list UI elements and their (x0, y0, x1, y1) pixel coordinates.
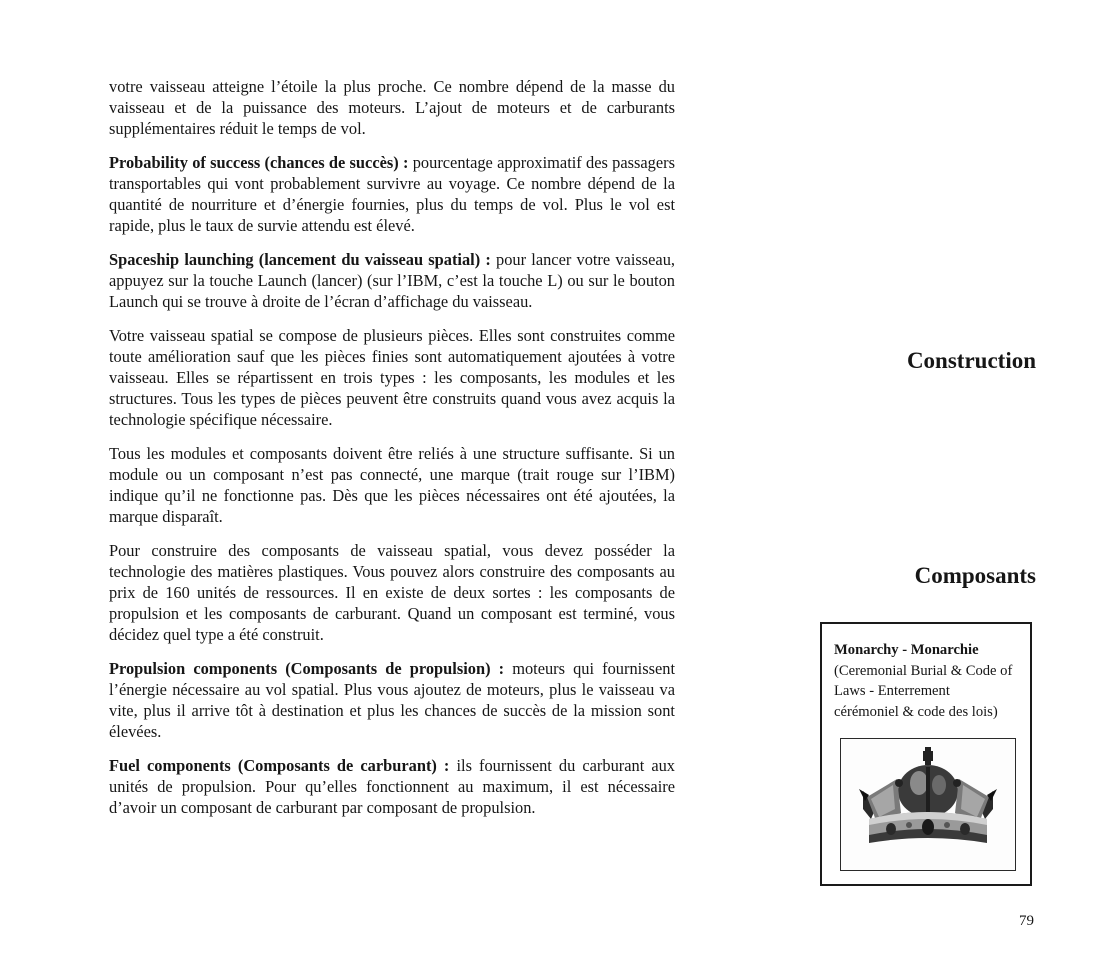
sidebar-box-monarchy (820, 622, 1032, 886)
sidebar-description: (Ceremonial Burial & Code of Laws - Enterrement cérémoniel & code des lois) (834, 662, 1013, 720)
crown-icon (841, 739, 1015, 870)
page-number: 79 (1019, 913, 1034, 929)
heading-composants: Composants (914, 563, 1036, 588)
paragraph-construction: Votre vaisseau spatial se compose de plusieurs pièces. Elles sont construites comme toute amélioration sauf que les pièces finies sont automatiquement ajoutées à votre vaisseau. Elles se répartissent en trois types : les composants, les modules et les structures. Tous les types de pièces peuvent être construits quand vous avez acquis la technologie spécifique nécessaire. (109, 326, 675, 429)
paragraph-composants: Pour construire des composants de vaisseau spatial, vous devez posséder la technologie des matières plastiques. Vous pouvez alors construire des composants au prix de 160 unités de ressources. Il en existe de deux sortes : les composants de propulsion et les composants de carburant. Quand un composant est terminé, vous décidez quel type a été construit. (109, 541, 675, 644)
term-fuel: Fuel components (Composants de carburant) : (109, 756, 450, 775)
term-propulsion: Propulsion components (Composants de propulsion) : (109, 659, 505, 678)
paragraph-modules: Tous les modules et composants doivent être reliés à une structure suffisante. Si un module ou un composant n’est pas connecté, une marque (trait rouge sur l’IBM) indique qu’il ne fonctionne pas. Dès que les pièces nécessaires ont été ajoutées, la marque disparaît. (109, 444, 675, 526)
paragraph-propulsion: Propulsion components (Composants de propulsion) : moteurs qui fournissent l’énergie nécessaire au vol spatial. Plus vous ajoutez de moteurs, plus le vaisseau va vite, plus il arrive tôt à destination et plus les chances de succès de la mission sont élevées. (109, 659, 675, 741)
main-text-column (109, 76, 675, 831)
term-launching: Spaceship launching (lancement du vaisseau spatial) : (109, 250, 491, 269)
heading-construction: Construction (906, 348, 1036, 373)
sidebar-title: Monarchy - Monarchie (834, 642, 979, 658)
term-probability: Probability of success (chances de succès) : (109, 153, 409, 172)
paragraph-launching: Spaceship launching (lancement du vaisseau spatial) : pour lancer votre vaisseau, appuyez sur la touche Launch (lancer) (sur l’IBM, c’est la touche L) ou sur le bouton Launch qui se trouve à droite de l’écran d’affichage du vaisseau. (109, 250, 675, 311)
paragraph-probability: Probability of success (chances de succès) : pourcentage approximatif des passagers transportables qui vont probablement survivre au voyage. Ce nombre dépend de la quantité de nourriture et d’énergie fournies, plus du temps de vol. Plus le vol est rapide, plus le taux de survie attendu est élevé. (109, 153, 675, 235)
crown-picture-frame (840, 738, 1016, 871)
paragraph-1: votre vaisseau atteigne l’étoile la plus proche. Ce nombre dépend de la masse du vaisseau et de la puissance des moteurs. L’ajout de moteurs et de carburants supplémentaires réduit le temps de vol. (109, 77, 675, 138)
paragraph-fuel: Fuel components (Composants de carburant) : ils fournissent du carburant aux unités de propulsion. Pour qu’elles fonctionnent au maximum, il est nécessaire d’avoir un composant de carburant par composant de propulsion. (109, 756, 675, 817)
